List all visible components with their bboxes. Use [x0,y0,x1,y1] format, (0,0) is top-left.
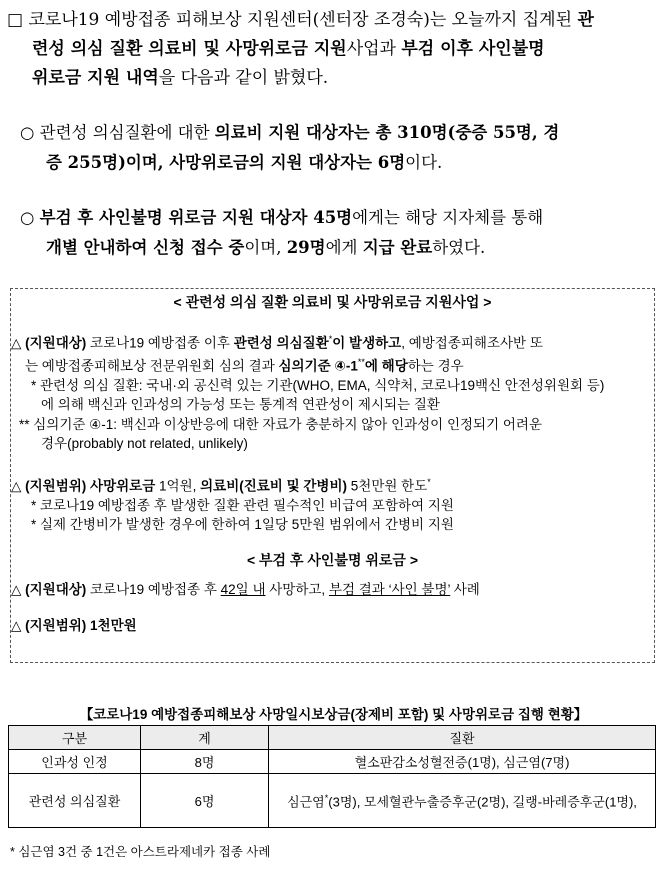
intro-paragraph [7,6,657,93]
cell-disease: 혈소판감소성혈전증(1명), 심근염(7명) [269,750,656,774]
table-row [9,774,656,828]
circle-bullet-icon: ○ [20,208,35,227]
header-total: 계 [141,726,269,750]
note-criteria: ** 심의기준 ④-1: 백신과 이상반응에 대한 자료가 충분하지 않아 인과성이 인정되기 어려운 [19,416,543,432]
checkbox-square: □ [7,10,24,30]
cell-count: 6명 [141,774,269,828]
table-footnote: * 심근염 3건 중 1건은 아스트라제네카 접종 사례 [10,845,271,859]
bullet-autopsy-support: ○ 부검 후 사인불명 위로금 지원 대상자 45명에게는 해당 지자체를 통해 개별 안내하여 신청 접수 중이며, 29명에게 지급 완료하였다. [20,208,544,257]
section-eligibility-1: △ (지원대상) 코로나19 예방접종 이후 관련성 의심질환*이 발생하고, 예방접종피해조사반 또 [11,333,543,350]
section-eligibility-1-cont: 는 예방접종피해보상 전문위원회 심의 결과 심의기준 ④-1**에 해당하는 경우 [25,356,464,373]
support-program-box [10,288,655,663]
note-non-covered: * 코로나19 예방접종 후 발생한 질환 관련 필수적인 비급여 포함하여 지원 [31,497,454,513]
circle-bullet-icon: ○ [20,123,35,142]
note-criteria-cont: 경우(probably not related, unlikely) [41,436,248,451]
table-header-row [9,726,656,750]
bullet-medical-support: ○ 관련성 의심질환에 대한 의료비 지원 대상자는 총 310명(중증 55명, 경 증 255명)이며, 사망위로금의 지원 대상자는 6명이다. [20,123,560,172]
note-suspected-disease: * 관련성 의심 질환: 국내·외 공신력 있는 기관(WHO, EMA, 식약처, 코로나19백신 안전성위원회 등) [31,377,605,393]
note-suspected-disease-cont: 에 의해 백신과 인과성의 가능성 또는 통계적 연관성이 제시되는 질환 [41,397,440,412]
header-category: 구분 [9,726,141,750]
note-caregiver: * 실제 간병비가 발생한 경우에 한하여 1일당 5만원 범위에서 간병비 지원 [31,517,454,532]
section-scope-2: △ (지원범위) 1천만원 [11,617,137,633]
header-disease: 질환 [269,726,656,750]
cell-count: 8명 [141,750,269,774]
table-title: 【코로나19 예방접종피해보상 사망일시보상금(장제비 포함) 및 사망위로금 집행 현황】 [79,707,588,722]
intro-line-2: 련성 의심 질환 의료비 및 사망위로금 지원사업과 부검 이후 사인불명 [32,39,545,59]
table-row [9,750,656,774]
section-scope-1: △ (지원범위) 사망위로금 1억원, 의료비(진료비 및 간병비) 5천만원 한도* [11,476,431,493]
cell-category: 관련성 의심질환 [9,774,141,828]
box-title-1: < 관련성 의심 질환 의료비 및 사망위로금 지원사업 > [173,294,492,310]
cell-disease: 심근염*(3명), 모세혈관누출증후군(2명), 길랭-바레증후군(1명), [269,774,656,828]
section-eligibility-2: △ (지원대상) 코로나19 예방접종 후 42일 내 사망하고, 부검 결과 ‘사인 불명’ 사례 [11,582,480,597]
intro-line-1: □ 코로나19 예방접종 피해보상 지원센터(센터장 조경숙)는 오늘까지 집계된 관 [7,10,594,30]
box-title-2: < 부검 후 사인불명 위로금 > [246,551,419,568]
payout-table [8,725,656,828]
intro-line-3: 위로금 지원 내역을 다음과 같이 밝혔다. [32,68,329,88]
cell-category: 인과성 인정 [9,750,141,774]
